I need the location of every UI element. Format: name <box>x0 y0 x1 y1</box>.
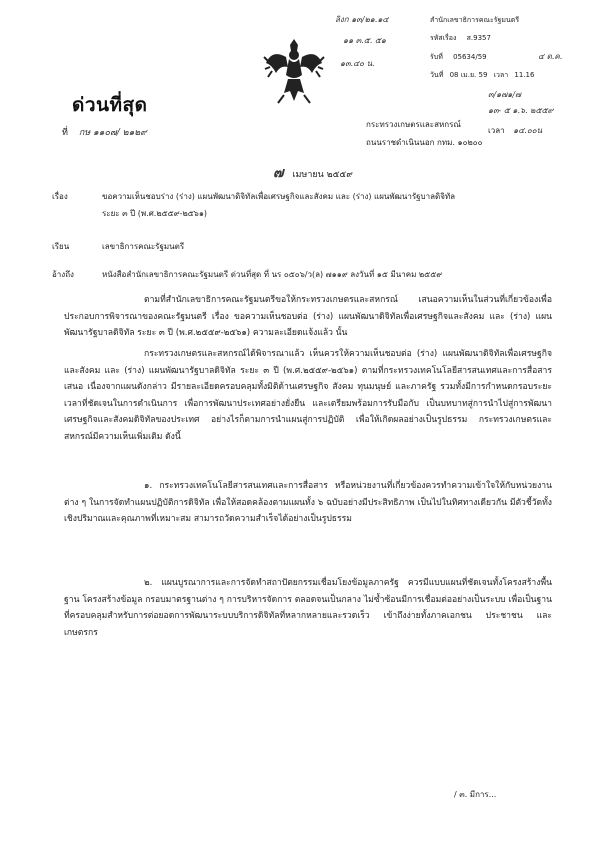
garuda-emblem-icon <box>262 35 326 107</box>
reference-value: หนังสือสำนักเลขาธิการคณะรัฐมนตรี ด่วนที่สุด ที่ นร ๐๕๐๖/ว(ล) ๗๑๑๙ ลงวันที่ ๑๕ มีนาคม ๒๕๕๙ <box>102 270 443 279</box>
urgency-heading: ด่วนที่สุด <box>72 94 148 116</box>
continued-marker: / ๓. มีการ... <box>454 790 497 799</box>
handwritten-stamp-time: ๑๔.๐๐น <box>513 126 543 135</box>
document-date <box>273 162 353 184</box>
recipient-value: เลขาธิการคณะรัฐมนตรี <box>102 242 185 251</box>
stamp-date-row <box>430 70 534 81</box>
reference-label: อ้างถึง <box>52 270 74 279</box>
stamp-date-label: วันที่ <box>430 71 444 79</box>
body-paragraph-1: ตามที่สำนักเลขาธิการคณะรัฐมนตรีขอให้กระทรวงเกษตรและสหกรณ์ เสนอความเห็นในส่วนที่เกี่ยวข้องเพื่อประกอบการพิจารณาของคณะรัฐมนตรี เรื่อง ขอความเห็นชอบต่อ (ร่าง) แผนพัฒนาดิจิทัลเพื่อเศรษฐกิจและสังคม และ (ร่าง) แผนพัฒนารัฐบาลดิจิทัล ระยะ ๓ ปี (พ.ศ.๒๕๕๙-๒๕๖๑) ความละเอียดแจ้งแล้ว นั้น <box>64 295 552 338</box>
ministry-address: ถนนราชดำเนินนอก กทม. ๑๐๒๐๐ <box>366 138 483 147</box>
subject-label: เรื่อง <box>52 192 68 201</box>
officer-time-row <box>488 124 542 137</box>
doc-number <box>62 125 147 139</box>
stamp-code-label: รหัสเรื่อง <box>430 34 457 42</box>
body-paragraph-3: ๑. กระทรวงเทคโนโลยีสารสนเทศและการสื่อสาร หรือหน่วยงานที่เกี่ยวข้องควรทำความเข้าใจให้กับหน่วยงานต่าง ๆ ในการจัดทำแผนปฏิบัติการดิจิทัล เพื่อให้สอดคล้องตามแผนทั้ง ๖ ฉบับอย่างมีประสิทธิภาพ เป็นไปในทิศทางเดียวกัน มีตัวชี้วัดทั้งเชิงปริมาณและคุณภาพที่เหมาะสม สามารถวัดความสำเร็จได้อย่างเป็นรูปธรรม <box>64 481 552 524</box>
officer-time-label: เวลา <box>488 126 505 135</box>
doc-number-value: กษ ๑๑๐๗/ ๒๑๒๙ <box>78 128 147 138</box>
stamp-date-value: 08 เม.ย. 59 <box>449 71 488 79</box>
handwritten-received-note: ๔ ต.ค. <box>538 52 563 61</box>
handwritten-date-day: ๗ <box>273 165 284 181</box>
subject-line-2: ระยะ ๓ ปี (พ.ศ.๒๕๕๙-๒๕๖๑) <box>102 209 208 218</box>
doc-number-prefix: ที่ <box>62 128 68 138</box>
stamp-time-value: 11.16 <box>514 71 535 79</box>
stamp-receive-label: รับที่ <box>430 53 443 61</box>
stamp-receive-row <box>430 52 487 63</box>
stamp-time-label: เวลา <box>493 71 509 79</box>
date-text: เมษายน ๒๕๕๙ <box>292 170 353 180</box>
stamp-code-row <box>430 33 491 44</box>
body-paragraph-2: กระทรวงเกษตรและสหกรณ์ได้พิจารณาแล้ว เห็นควรให้ความเห็นชอบต่อ (ร่าง) แผนพัฒนาดิจิทัลเพื่อเศรษฐกิจและสังคม และ (ร่าง) แผนพัฒนารัฐบาลดิจิทัล ระยะ ๓ ปี (พ.ศ.๒๕๕๙-๒๕๖๑) ตามที่กระทรวงเทคโนโลยีสารสนเทศและการสื่อสารเสนอ เนื่องจากแผนดังกล่าว มีรายละเอียดครอบคลุมทั้งมิติด้านเศรษฐกิจ สังคม ทุนมนุษย์ และภาครัฐ รวมทั้งมีการกำหนดกรอบระยะเวลาที่ชัดเจนในการดำเนินการ เพื่อการพัฒนาประเทศอย่างยั่งยืน และเตรียมพร้อมการรับมือกับ เป็นบทบาทสู่การนำไปสู่การพัฒนาเศรษฐกิจและสังคมดิจิทัลของประเทศ อย่างไรก็ตามการนำแผนสู่การปฏิบัติ เพื่อให้เกิดผลอย่างเป็นรูปธรรม กระทรวงเกษตรและสหกรณ์มีความเห็นเพิ่มเติม ดังนี้ <box>64 349 552 442</box>
handwritten-time: ๑๓.๔๐ น. <box>340 59 375 68</box>
ministry-name: กระทรวงเกษตรและสหกรณ์ <box>366 120 461 129</box>
subject-line-1: ขอความเห็นชอบร่าง (ร่าง) แผนพัฒนาดิจิทัลเพื่อเศรษฐกิจและสังคม และ (ร่าง) แผนพัฒนารัฐบาลดิจิทัล <box>102 192 456 201</box>
stamp-office: สำนักเลขาธิการคณะรัฐมนตรี <box>430 16 520 24</box>
handwritten-stamp-date: ๑๓- ๕ ๑.๖. ๒๕๕๙ <box>488 106 554 115</box>
handwritten-number: ลิงก ๑๓/๒๑.๑๔ <box>335 15 389 24</box>
body-paragraph-4: ๒. แผนบูรณาการและการจัดทำสถาปัตยกรรมเชื่อมโยงข้อมูลภาครัฐ ควรมีแบบแผนที่ชัดเจนทั้งโครงสร้างพื้นฐาน โครงสร้างข้อมูล กรอบมาตรฐานต่าง ๆ การบริหารจัดการ ตลอดจนเป็นกลาง ไม่ซ้ำซ้อนมีการเชื่อมต่ออย่างเป็นระบบ เพื่อเป็นฐานที่ครอบคลุมสำหรับการต่อยอดการพัฒนาระบบบริการดิจิทัลที่หลากหลายและรวดเร็ว เข้าถึงง่ายทั้งภาคเอกชน ประชาชน และเกษตรกร <box>64 578 552 638</box>
stamp-code-value: ส.9357 <box>466 34 491 42</box>
recipient-label: เรียน <box>52 242 70 251</box>
stamp-receive-value: 05634/59 <box>453 53 487 61</box>
handwritten-date: ๑๑ ๓.๕. ๕๑ <box>343 36 386 45</box>
handwritten-stamp-ref: ๓/๑๗๑/๗ <box>488 90 522 99</box>
